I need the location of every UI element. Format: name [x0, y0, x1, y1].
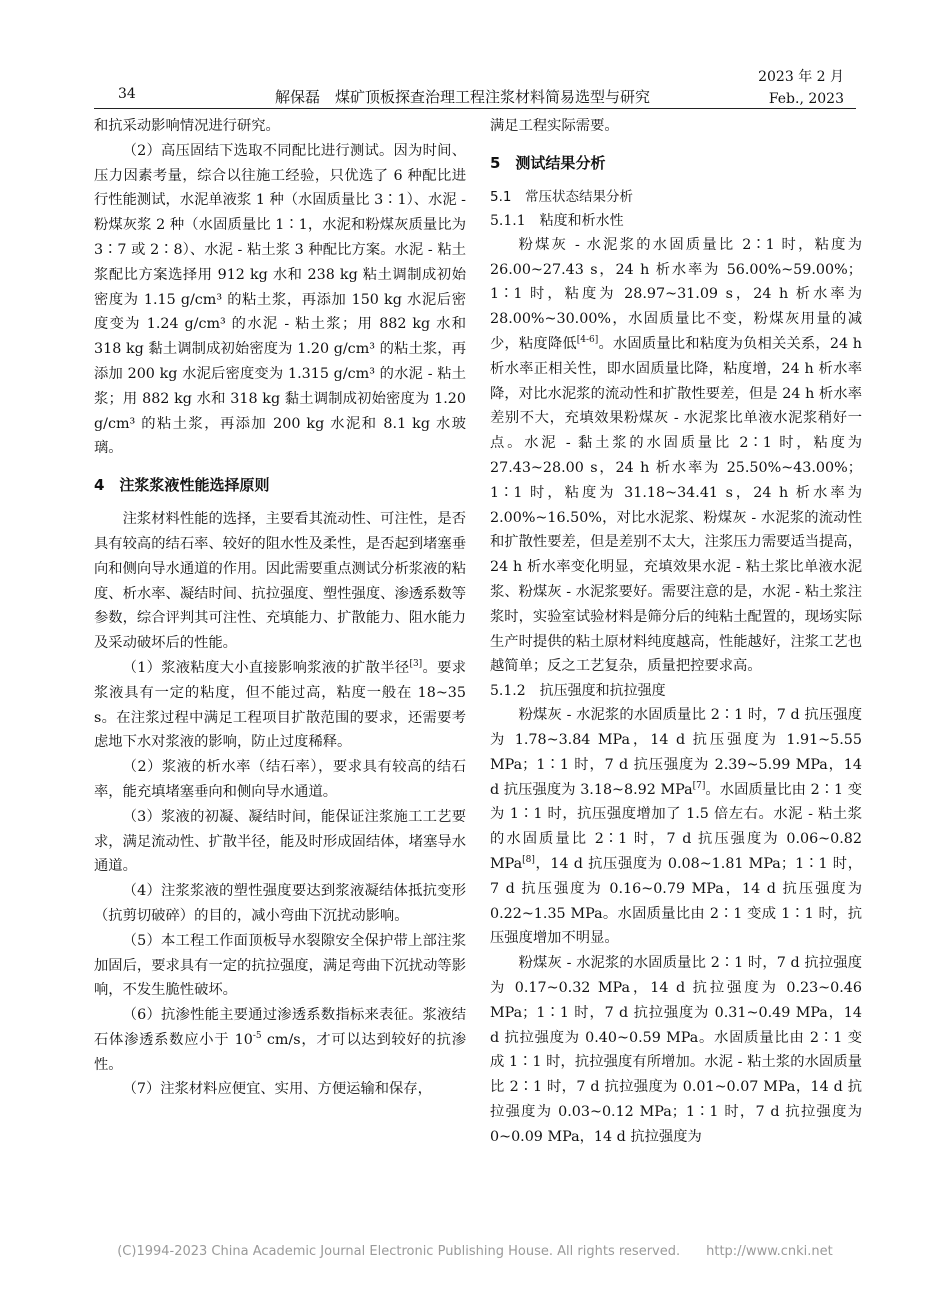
list-item: （4）注浆浆液的塑性强度要达到浆液凝结体抵抗变形（抗剪切破碎）的目的，减小弯曲下沉扰动影响。 — [94, 883, 466, 924]
citation: [3] — [409, 659, 423, 670]
citation: [8] — [522, 855, 535, 866]
list-item — [94, 1003, 466, 1077]
exponent: -5 — [252, 1031, 262, 1042]
issue-date-en: Feb., 2023 — [768, 91, 844, 107]
paragraph: 和抗采动影响情况进行研究。 — [94, 118, 280, 134]
citation: [4-6] — [576, 335, 599, 346]
running-title: 解保磊 煤矿顶板探查治理工程注浆材料简易选型与研究 — [275, 88, 651, 106]
paragraph: 满足工程实际需要。 — [490, 118, 619, 134]
text: ，14 d 抗压强度为 0.08~1.81 MPa；1∶1 时，7 d 抗压强度为 0.16~0.79 MPa，14 d 抗压强度为 0.22~1.35 MPa。水固质量比由 2∶1 变成 1∶1 时，抗压强度增加不明显。 — [490, 855, 862, 947]
list-item: （2）浆液的析水率（结石率），要求具有较高的结石率，能充填堵塞垂向和侧向导水通道。 — [94, 759, 466, 800]
copyright-footer: (C)1994-2023 China Academic Journal Electronic Publishing House. All rights reserved. http://www.cnki.net — [117, 1244, 833, 1259]
paragraph: 粉煤灰 - 水泥浆的水固质量比 2∶1 时，7 d 抗拉强度为 0.17~0.32 MPa，14 d 抗拉强度为 0.23~0.46 MPa；1∶1 时，7 d 抗拉强度为 0.31~0.49 MPa，14 d 抗拉强度为 0.40~0.59 MPa。水固质量比由 2∶1 变成 1∶1 时，抗拉强度有所增加。水泥 - 粘土浆的水固质量比 2∶1 时，7 d 抗拉强度为 0.01~0.07 MPa，14 d 抗拉强度为 0.03~0.12 MPa；1∶1 时，7 d 抗拉强度为 0~0.09 MPa，14 d 抗拉强度为 — [490, 955, 862, 1145]
text: （6）抗渗性能主要通过渗透系数指标来表征。浆液结石体渗透系数应小于 10 — [94, 1007, 466, 1048]
section-5-1-2-heading: 5.1.2 抗压强度和抗拉强度 — [490, 683, 666, 700]
text: （1）浆液粘度大小直接影响浆液的扩散半径 — [122, 659, 410, 676]
citation: [7] — [692, 780, 706, 791]
left-column — [94, 114, 466, 1102]
issue-date — [758, 66, 844, 110]
text: 。水固质量比和粘度为负相关关系，24 h 析水率正相关性，即水固质量比降，粘度增，24 h 析水率降，对比水泥浆的流动性和扩散性要差，但是 24 h 析水率差别不大，充填效果粉煤灰 - 水泥浆比单液水泥浆稍好一点。水泥 - 黏土浆的水固质量比 2∶1 时，粘度为 27.43~28.00 s，24 h 析水率为 25.50%~43.00%；1∶1 时，粘度为 31.18~34.41 s，24 h 析水率为 2.00%~16.50%，对比水泥浆、粉煤灰 - 水泥浆的流动性和扩散性要差，但是差别不太大，注浆压力需要适当提高，24 h 析水率变化明显，充填效果水泥 - 粘土浆比单液水泥浆、粉煤灰 - 水泥浆要好。需要注意的是，水泥 - 粘土浆注浆时，实验室试验材料是筛分后的纯粘土配置的，现场实际生产时提供的粘土原材料纯度越高，性能越好，注浆工艺也越简单；反之工艺复杂，质量把控要求高。 — [490, 335, 862, 675]
paragraph: （2）高压固结下选取不同配比进行测试。因为时间、压力因素考量，综合以往施工经验，只优选了 6 种配比进行性能测试，水泥单液浆 1 种（水固质量比 3∶1）、水泥 - 粉煤灰浆 2 种（水固质量比 1∶1，水泥和粉煤灰质量比为 3∶7 或 2∶8）、水泥 - 粘土浆 3 种配比方案。水泥 - 粘土浆配比方案选择用 912 kg 水和 238 kg 粘土调制成初始密度为 1.15 g/cm³ 的粘土浆，再添加 150 kg 水泥后密度变为 1.24 g/cm³ 的水泥 - 粘土浆；用 882 kg 水和 318 kg 黏土调制成初始密度为 1.20 g/cm³ 的粘土浆，再添加 200 kg 水泥后密度变为 1.315 g/cm³ 的水泥 - 粘土浆；用 882 kg 水和 318 kg 黏土调制成初始密度为 1.20 g/cm³ 的粘土浆，再添加 200 kg 水泥和 8.1 kg 水玻璃。 — [94, 142, 466, 457]
section-5-heading: 5 测试结果分析 — [490, 153, 606, 172]
list-item: （7）注浆材料应便宜、实用、方便运输和保存， — [122, 1081, 432, 1098]
page-number: 34 — [118, 86, 136, 102]
text: 粉煤灰 - 水泥浆的水固质量比 2∶1 时，7 d 抗压强度为 1.78~3.84 MPa，14 d 抗压强度为 1.91~5.55 MPa；1∶1 时，7 d 抗压强度为 2.39~5.99 MPa，14 d 抗压强度为 3.18~8.92 MPa — [490, 707, 862, 798]
header-rule — [94, 108, 856, 109]
section-5-1-heading: 5.1 常压状态结果分析 — [490, 188, 633, 205]
paragraph: 注浆材料性能的选择，主要看其流动性、可注性，是否具有较高的结石率、较好的阻水性及柔性，是否起到堵塞垂向和侧向导水通道的作用。因此需要重点测试分析浆液的粘度、析水率、凝结时间、抗拉强度、塑性强度、渗透系数等参数，综合评判其可注性、充填能力、扩散能力、阻水能力及采动破坏后的性能。 — [94, 511, 466, 652]
section-5-1-1-heading: 5.1.1 粘度和析水性 — [490, 212, 624, 229]
list-item: （3）浆液的初凝、凝结时间，能保证注浆施工工艺要求，满足流动性、扩散半径，能及时形成固结体，堵塞导水通道。 — [94, 808, 466, 875]
list-item — [94, 656, 466, 755]
right-column — [490, 114, 862, 1149]
text: 粉煤灰 - 水泥浆的水固质量比 2∶1 时，粘度为 26.00~27.43 s，24 h 析水率为 56.00%~59.00%；1∶1 时，粘度为 28.97~31.09 s，24 h 析水率为 28.00%~30.00%，水固质量比不变，粉煤灰用量的减少，粘度降低 — [490, 236, 862, 352]
text: cm/s，才可以达到较好的抗渗性。 — [94, 1031, 466, 1073]
paragraph — [490, 703, 862, 951]
paragraph — [490, 233, 862, 679]
section-4-heading: 4 注浆浆液性能选择原则 — [94, 476, 270, 495]
list-item: （5）本工程工作面顶板导水裂隙安全保护带上部注浆加固后，要求具有一定的抗拉强度，满足弯曲下沉扰动等影响，不发生脆性破坏。 — [94, 932, 466, 999]
text: 。要求浆液具有一定的粘度，但不能过高，粘度一般在 18~35 s。在注浆过程中满足工程项目扩散范围的要求，还需要考虑地下水对浆液的影响，防止过度稀释。 — [94, 659, 466, 751]
issue-date-cn: 2023 年 2 月 — [758, 69, 844, 85]
text: 。水固质量比由 2∶1 变为 1∶1 时，抗压强度增加了 1.5 倍左右。水泥 - 粘土浆的水固质量比 2∶1 时，7 d 抗压强度为 0.06~0.82 MPa — [490, 781, 862, 872]
